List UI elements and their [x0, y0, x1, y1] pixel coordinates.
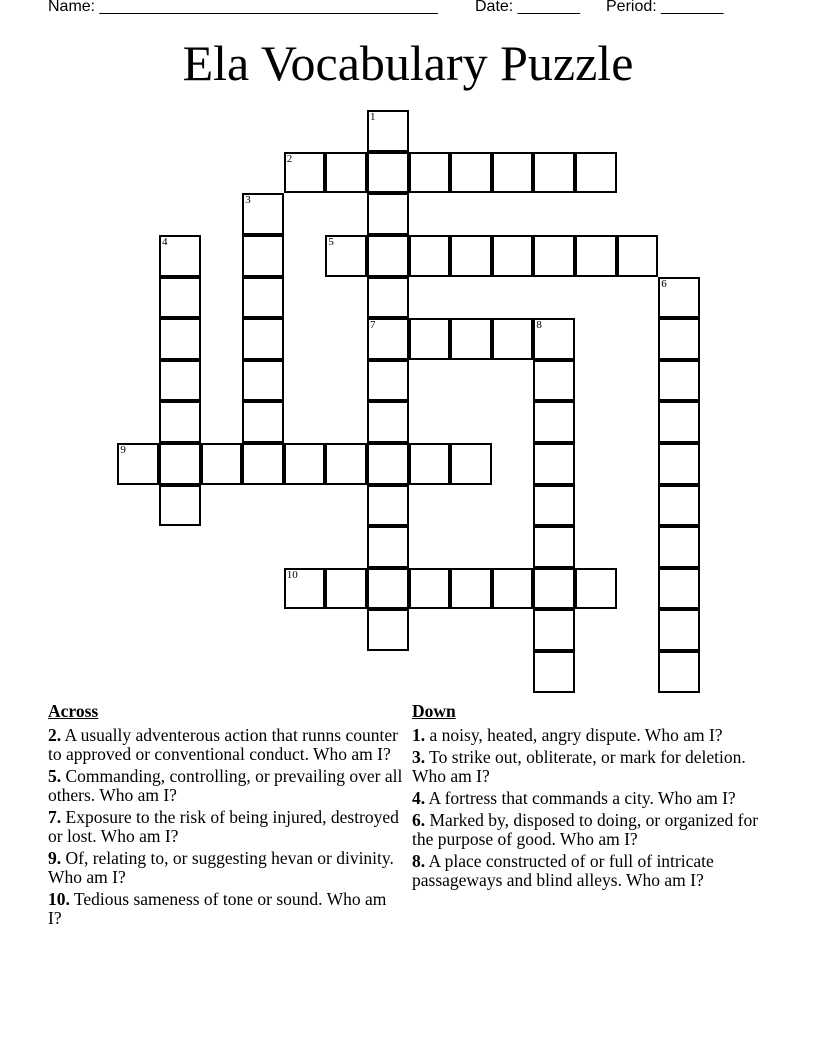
crossword-cell[interactable] [492, 568, 534, 610]
down-clues [412, 702, 764, 893]
crossword-cell[interactable] [575, 152, 617, 194]
clue-number: 10 [286, 568, 298, 581]
crossword-cell[interactable] [242, 360, 284, 402]
crossword-cell[interactable] [658, 443, 700, 485]
crossword-cell[interactable] [325, 235, 367, 277]
crossword-cell[interactable] [533, 651, 575, 693]
crossword-cell[interactable] [492, 152, 534, 194]
crossword-cell[interactable] [533, 318, 575, 360]
crossword-cell[interactable] [658, 568, 700, 610]
crossword-cell[interactable] [284, 568, 326, 610]
across-clues [48, 702, 404, 931]
clue-number-label: 2. [48, 725, 62, 745]
crossword-cell[interactable] [492, 318, 534, 360]
down-clue-list [412, 726, 764, 890]
crossword-cell[interactable] [658, 526, 700, 568]
crossword-cell[interactable] [575, 235, 617, 277]
clue-text: A usually adventerous action that runns counter to approved or conventional conduct. Who am I? [48, 725, 398, 764]
clue-number-label: 3. [412, 747, 426, 767]
crossword-cell[interactable] [658, 401, 700, 443]
crossword-cell[interactable] [242, 235, 284, 277]
crossword-cell[interactable] [159, 277, 201, 319]
crossword-cell[interactable] [533, 235, 575, 277]
clue-number: 7 [370, 319, 376, 332]
clue-number: 1 [370, 111, 376, 124]
clue-number-label: 8. [412, 851, 426, 871]
crossword-cell[interactable] [450, 235, 492, 277]
crossword-cell[interactable] [575, 568, 617, 610]
crossword-cell[interactable] [159, 318, 201, 360]
crossword-cell[interactable] [242, 193, 284, 235]
clue-text: A place constructed of or full of intricate passageways and blind alleys. Who am I? [412, 851, 714, 890]
clue-number: 6 [661, 277, 667, 290]
down-clue [412, 726, 764, 745]
crossword-cell[interactable] [242, 443, 284, 485]
across-clue [48, 726, 404, 764]
clue-number-label: 10. [48, 889, 70, 909]
clue-number-label: 5. [48, 766, 62, 786]
crossword-cell[interactable] [367, 443, 409, 485]
crossword-cell[interactable] [367, 360, 409, 402]
crossword-cell[interactable] [367, 152, 409, 194]
crossword-cell[interactable] [159, 485, 201, 527]
clue-text: Tedious sameness of tone or sound. Who am I? [48, 889, 387, 928]
crossword-cell[interactable] [367, 277, 409, 319]
crossword-cell[interactable] [242, 277, 284, 319]
crossword-cell[interactable] [533, 443, 575, 485]
crossword-cell[interactable] [367, 193, 409, 235]
crossword-cell[interactable] [533, 360, 575, 402]
crossword-cell[interactable] [658, 360, 700, 402]
crossword-cell[interactable] [367, 568, 409, 610]
crossword-cell[interactable] [409, 235, 451, 277]
across-clue [48, 767, 404, 805]
down-clue [412, 748, 764, 786]
crossword-cell[interactable] [159, 401, 201, 443]
clue-number-label: 1. [412, 725, 426, 745]
crossword-cell[interactable] [409, 443, 451, 485]
across-clue [48, 890, 404, 928]
crossword-cell[interactable] [159, 360, 201, 402]
down-clue [412, 811, 764, 849]
crossword-cell[interactable] [450, 568, 492, 610]
crossword-cell[interactable] [367, 235, 409, 277]
clue-number: 8 [536, 319, 542, 332]
crossword-cell[interactable] [533, 152, 575, 194]
clue-number-label: 7. [48, 807, 62, 827]
across-heading: Across [48, 701, 99, 721]
crossword-cell[interactable] [409, 318, 451, 360]
clue-text: Exposure to the risk of being injured, destroyed or lost. Who am I? [48, 807, 399, 846]
clue-text: a noisy, heated, angry dispute. Who am I? [425, 725, 723, 745]
crossword-cell[interactable] [159, 443, 201, 485]
crossword-cell[interactable] [533, 485, 575, 527]
clue-number-label: 6. [412, 810, 426, 830]
crossword-cell[interactable] [658, 318, 700, 360]
clue-number: 9 [120, 444, 126, 456]
across-clue [48, 849, 404, 887]
crossword-cell[interactable] [658, 485, 700, 527]
clue-text: Commanding, controlling, or prevailing over all others. Who am I? [48, 766, 403, 805]
clue-number-label: 4. [412, 788, 426, 808]
across-clue [48, 808, 404, 846]
across-clue-list [48, 726, 404, 928]
crossword-cell[interactable] [367, 526, 409, 568]
crossword-cell[interactable] [284, 152, 326, 194]
crossword-cell[interactable] [533, 526, 575, 568]
clue-number: 4 [162, 236, 168, 248]
period-field[interactable]: Period: _______ [606, 0, 724, 15]
crossword-cell[interactable] [117, 443, 159, 485]
crossword-cell[interactable] [533, 609, 575, 651]
clue-number: 2 [286, 152, 293, 165]
crossword-cell[interactable] [450, 443, 492, 485]
crossword-cell[interactable] [325, 568, 367, 610]
clue-number: 5 [328, 236, 334, 248]
crossword-cell[interactable] [367, 485, 409, 527]
clue-text: Of, relating to, or suggesting hevan or divinity. Who am I? [48, 848, 394, 887]
crossword-cell[interactable] [450, 318, 492, 360]
crossword-cell[interactable] [658, 651, 700, 693]
crossword-cell[interactable] [367, 318, 409, 360]
clue-text: To strike out, obliterate, or mark for deletion. Who am I? [412, 747, 746, 786]
clue-number: 3 [245, 194, 251, 207]
crossword-cell[interactable] [367, 110, 409, 152]
crossword-cell[interactable] [284, 443, 326, 485]
date-field[interactable]: Date: _______ [475, 0, 580, 15]
crossword-cell[interactable] [367, 401, 409, 443]
crossword-cell[interactable] [325, 443, 367, 485]
down-heading: Down [412, 701, 456, 721]
crossword-cell[interactable] [201, 443, 243, 485]
clue-text: A fortress that commands a city. Who am I? [425, 788, 736, 808]
crossword-cell[interactable] [533, 568, 575, 610]
crossword-cell[interactable] [409, 152, 451, 194]
crossword-cell[interactable] [242, 318, 284, 360]
page-title: Ela Vocabulary Puzzle [182, 35, 634, 91]
name-field[interactable]: Name: ______________________________________ [48, 0, 438, 15]
clue-text: Marked by, disposed to doing, or organized for the purpose of good. Who am I? [412, 810, 759, 849]
crossword-cell[interactable] [159, 235, 201, 277]
crossword-cell[interactable] [367, 609, 409, 651]
crossword-cell[interactable] [533, 401, 575, 443]
crossword-cell[interactable] [658, 277, 700, 319]
down-clue [412, 789, 764, 808]
down-clue [412, 852, 764, 890]
crossword-cell[interactable] [325, 152, 367, 194]
crossword-cell[interactable] [492, 235, 534, 277]
crossword-cell[interactable] [658, 609, 700, 651]
crossword-cell[interactable] [409, 568, 451, 610]
crossword-cell[interactable] [617, 235, 659, 277]
clue-number-label: 9. [48, 848, 62, 868]
crossword-cell[interactable] [242, 401, 284, 443]
crossword-cell[interactable] [450, 152, 492, 194]
